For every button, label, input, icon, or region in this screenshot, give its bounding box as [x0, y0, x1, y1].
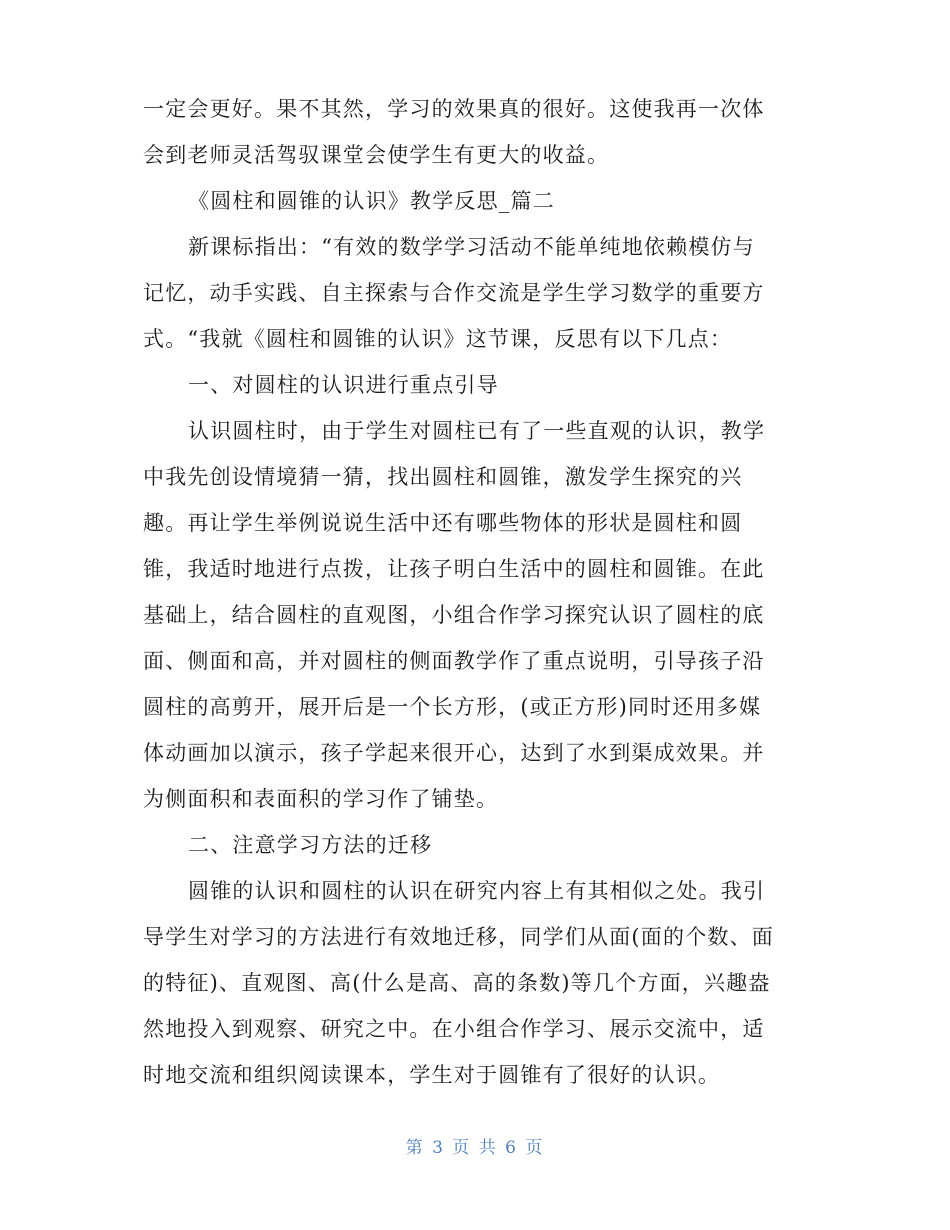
paragraph-line: 圆柱的高剪开，展开后是一个长方形，(或正方形)同时还用多媒 — [143, 695, 762, 719]
paragraph-line: 一定会更好。果不其然，学习的效果真的很好。这使我再一次体 — [143, 97, 765, 121]
paragraph-line: 会到老师灵活驾驭课堂会使学生有更大的收益。 — [143, 143, 610, 167]
paragraph-line: 锥，我适时地进行点拨，让孩子明白生活中的圆柱和圆锥。在此 — [143, 557, 765, 581]
paragraph-line: 新课标指出：“有效的数学学习活动不能单纯地依赖模仿与 — [188, 235, 755, 259]
paragraph-line: 导学生对学习的方法进行有效地迁移，同学们从面(面的个数、面 — [143, 925, 774, 949]
paragraph-line: 记忆，动手实践、自主探索与合作交流是学生学习数学的重要方 — [143, 281, 765, 305]
paragraph-line: 基础上，结合圆柱的直观图，小组合作学习探究认识了圆柱的底 — [143, 603, 765, 627]
paragraph-line: 趣。再让学生举例说说生活中还有哪些物体的形状是圆柱和圆 — [143, 511, 743, 535]
paragraph-line: 中我先创设情境猜一猜，找出圆柱和圆锥，激发学生探究的兴 — [143, 465, 743, 489]
paragraph-line: 然地投入到观察、研究之中。在小组合作学习、展示交流中，适 — [143, 1017, 765, 1041]
section-heading: 二、注意学习方法的迁移 — [188, 833, 433, 857]
section-heading: 一、对圆柱的认识进行重点引导 — [188, 373, 499, 397]
paragraph-line: 面、侧面和高，并对圆柱的侧面教学作了重点说明，引导孩子沿 — [143, 649, 765, 673]
paragraph-line: 认识圆柱时，由于学生对圆柱已有了一些直观的认识，教学 — [188, 419, 766, 443]
document-body — [143, 86, 808, 1098]
paragraph-line: 为侧面积和表面积的学习作了铺垫。 — [143, 787, 499, 811]
paragraph-line: 的特征)、直观图、高(什么是高、高的条数)等几个方面，兴趣盎 — [143, 971, 771, 995]
paragraph-line: 式。“我就《圆柱和圆锥的认识》这节课，反思有以下几点： — [143, 327, 733, 351]
paragraph-line: 圆锥的认识和圆柱的认识在研究内容上有其相似之处。我引 — [188, 879, 766, 903]
paragraph-line: 体动画加以演示，孩子学起来很开心，达到了水到渠成效果。并 — [143, 741, 765, 765]
page-number-footer: 第 3 页 共 6 页 — [405, 1138, 545, 1158]
section-title: 《圆柱和圆锥的认识》教学反思_篇二 — [188, 189, 555, 213]
paragraph-line: 时地交流和组织阅读课本，学生对于圆锥有了很好的认识。 — [143, 1063, 721, 1087]
